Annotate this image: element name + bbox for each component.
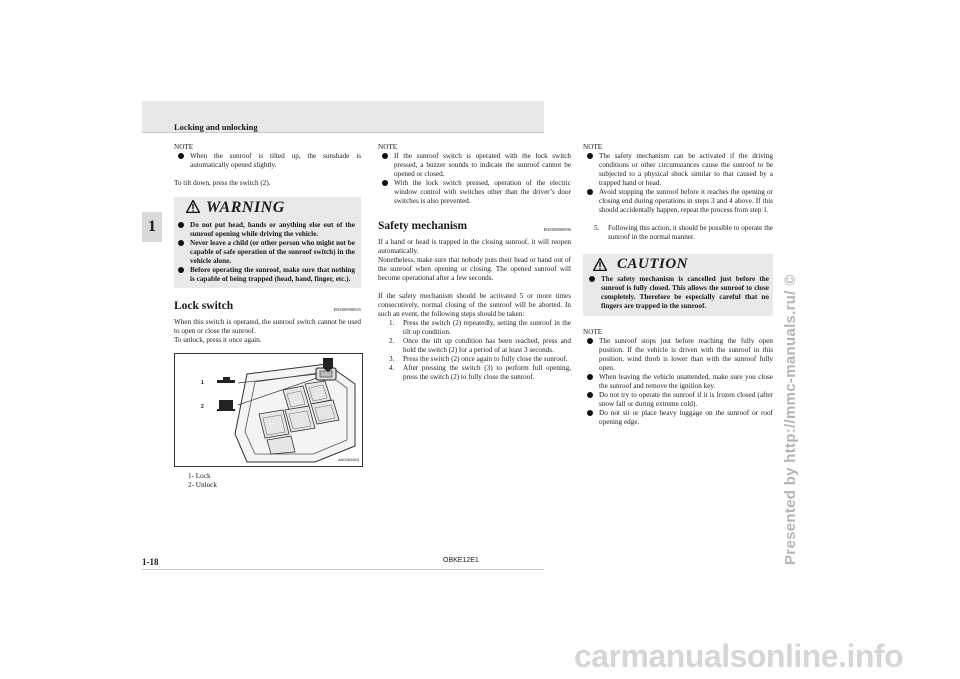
note-item: Do not try to operate the sunroof if it is frozen closed (after snow fall or during extreme cold).	[583, 391, 773, 409]
figure-label-2: 2	[201, 404, 204, 410]
figure-code: AA0061843	[338, 457, 359, 462]
caution-header	[583, 254, 773, 275]
bullet-icon	[587, 189, 593, 195]
warning-list	[174, 221, 355, 284]
note-list	[583, 337, 773, 427]
warning-item: Never leave a child (or other person who might not be capable of safe operation of the sunroof switch) in the vehicle alone.	[174, 239, 355, 266]
note-item: Avoid stopping the sunroof before it reaches the opening or closing end during operations in steps 3 and 4 above. If this should accidentally happen, repeat the process from step 1.	[583, 188, 773, 215]
bullet-icon	[178, 267, 184, 273]
bullet-icon	[178, 153, 184, 159]
note-item: The sunroof stops just before reaching the fully open position. If the vehicle is driven with the sunroof in this position, wind throb is lower than with the sunroof fully open.	[583, 337, 773, 373]
bullet-icon	[178, 240, 184, 246]
footer-divider	[142, 569, 544, 570]
column-1	[174, 143, 361, 490]
caution-triangle-icon	[593, 258, 607, 271]
step-5	[583, 224, 773, 242]
lock-switch-unlock-text: To unlock, press it once again.	[174, 336, 262, 344]
safety-text-1: If a hand or head is trapped in the closing sunroof, it will reopen automatically.	[378, 238, 571, 255]
bullet-icon	[382, 153, 388, 159]
note-item: With the lock switch pressed, operation of the electric window control with switches other than the driver’s door switches is also prevented.	[378, 179, 571, 206]
bullet-icon	[587, 338, 593, 344]
note-item: If the sunroof switch is operated with the lock switch pressed, a buzzer sounds to indicate the sunroof cannot be opened or closed.	[378, 152, 571, 179]
step-item: 5. Following this action, it should be possible to operate the sunroof in the normal manner.	[594, 224, 773, 241]
figure-caption: 1- Lock	[188, 472, 211, 480]
page-header-title: Locking and unlocking	[174, 122, 258, 132]
bullet-icon	[382, 180, 388, 186]
caution-item: The safety mechanism is cancelled just before the sunroof is fully closed. This allows the sunroof to close completely. Therefore be especially careful that no fingers are trapped in the sunroof.	[583, 275, 773, 311]
bottom-watermark: carmanualsonline.info	[574, 638, 904, 674]
note-label: NOTE	[378, 143, 398, 151]
bullet-icon	[587, 410, 593, 416]
caution-list	[583, 275, 773, 311]
bullet-icon	[587, 374, 593, 380]
note-item: When leaving the vehicle unattended, make sure you close the sunroof and remove the ignition key.	[583, 373, 773, 391]
section-heading-safety-mechanism: Safety mechanism E00308800090	[378, 220, 571, 232]
warning-header	[174, 197, 361, 217]
note-label: NOTE	[174, 143, 194, 151]
warning-box	[174, 197, 361, 288]
column-3	[583, 143, 773, 427]
note-label: NOTE	[583, 328, 603, 336]
tilt-down-text: To tilt down, press the switch (2).	[174, 179, 271, 187]
door-switch-panel-illustration	[175, 354, 362, 466]
step-item: 4. After pressing the switch (3) to perform full opening, press the switch (2) to fully close the sunroof.	[389, 364, 571, 381]
bullet-icon	[587, 392, 593, 398]
document-code: OBKE12E1	[443, 557, 479, 564]
column-2	[378, 143, 571, 382]
note-label: NOTE	[583, 143, 603, 151]
note-item: When the sunroof is tilted up, the sunshade is automatically opened slightly.	[174, 152, 361, 170]
bullet-icon	[589, 276, 595, 282]
caution-box	[583, 254, 773, 316]
step-item: 3. Press the switch (2) once again to fully close the sunroof.	[389, 355, 568, 363]
warning-item: Before operating the sunroof, make sure that nothing is capable of being trapped (head, hand, finger, etc.).	[174, 266, 355, 284]
step-item: 1. Press the switch (2) repeatedly, setting the sunroof in the tilt up condition.	[389, 319, 571, 336]
bullet-icon	[587, 153, 593, 159]
caution-title: CAUTION	[617, 256, 689, 272]
warning-triangle-icon	[186, 200, 200, 213]
section-heading-lock-switch: Lock switch E00308900025	[174, 300, 361, 312]
step-item: 2. Once the tilt up condition has been reached, press and hold the switch (2) for a period of at least 3 seconds.	[389, 337, 571, 354]
note-item: The safety mechanism can be activated if the driving conditions or other circumstances cause the sunroof to be subjected to a physical shock similar to that caused by a trapped hand or head.	[583, 152, 773, 188]
lock-switch-figure	[174, 353, 363, 467]
note-list	[174, 152, 361, 170]
section-code: E00308900025	[333, 307, 361, 312]
lock-switch-text: When this switch is operated, the sunroof switch cannot be used to open or close the sunroof.	[174, 318, 361, 335]
warning-item: Do not put head, hands or anything else out of the sunroof opening while driving the vehicle.	[174, 221, 355, 239]
safety-text-2: Nonetheless, make sure that nobody puts their head or hand out of the sunroof when opening or closing. The opened sunroof will become operational after a few seconds.	[378, 256, 571, 282]
safety-steps	[378, 319, 571, 382]
side-watermark: Presented by http://mmc-manuals.ru/ ©	[782, 274, 799, 565]
safety-text-3: If the safety mechanism should be activated 5 or more times consecutively, normal closing of the sunroof will be aborted. In such an event, the following steps should be taken:	[378, 292, 571, 318]
figure-caption: 2- Unlock	[188, 481, 217, 489]
note-list	[378, 152, 571, 206]
warning-title: WARNING	[206, 198, 285, 216]
figure-label-1: 1	[201, 380, 204, 386]
section-code: E00308800090	[543, 227, 571, 232]
page-number: 1-18	[142, 557, 159, 567]
figure-captions	[174, 472, 361, 490]
note-list	[583, 152, 773, 215]
note-item: Do not sit or place heavy luggage on the sunroof or roof opening edge.	[583, 409, 773, 427]
chapter-tab: 1	[142, 212, 162, 242]
bullet-icon	[178, 222, 184, 228]
header-divider	[142, 132, 544, 133]
